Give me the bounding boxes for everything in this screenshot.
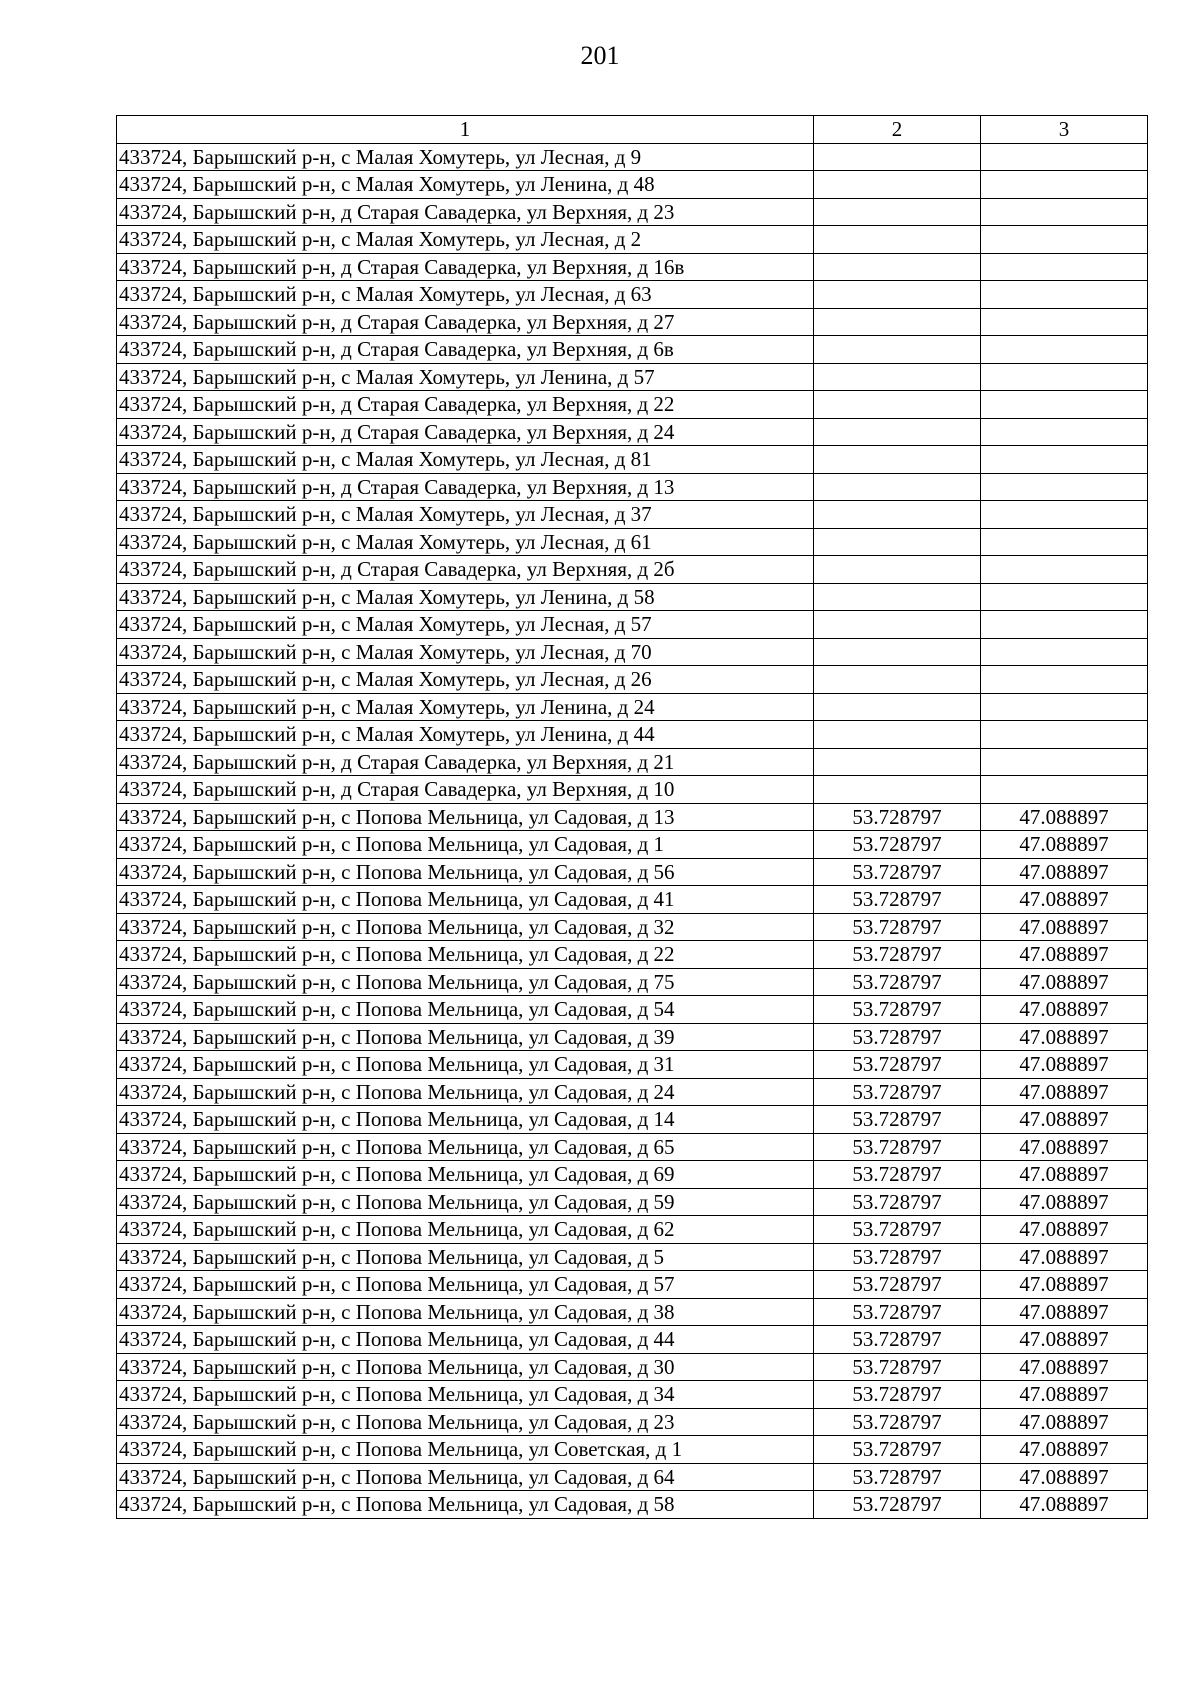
latitude-cell: 53.728797 bbox=[814, 1133, 981, 1161]
table-row bbox=[117, 748, 1148, 776]
longitude-cell bbox=[981, 748, 1148, 776]
latitude-cell: 53.728797 bbox=[814, 1051, 981, 1079]
latitude-cell bbox=[814, 253, 981, 281]
address-cell: 433724, Барышский р-н, с Попова Мельница, ул Садовая, д 13 bbox=[117, 803, 814, 831]
table-row bbox=[117, 253, 1148, 281]
address-cell: 433724, Барышский р-н, д Старая Савадерка, ул Верхняя, д 10 bbox=[117, 776, 814, 804]
table-row bbox=[117, 611, 1148, 639]
longitude-cell: 47.088897 bbox=[981, 1023, 1148, 1051]
longitude-cell: 47.088897 bbox=[981, 1106, 1148, 1134]
table-row bbox=[117, 226, 1148, 254]
longitude-cell: 47.088897 bbox=[981, 1326, 1148, 1354]
longitude-cell: 47.088897 bbox=[981, 858, 1148, 886]
latitude-cell: 53.728797 bbox=[814, 1161, 981, 1189]
longitude-cell: 47.088897 bbox=[981, 1133, 1148, 1161]
latitude-cell bbox=[814, 143, 981, 171]
latitude-cell bbox=[814, 721, 981, 749]
table-row bbox=[117, 198, 1148, 226]
latitude-cell bbox=[814, 693, 981, 721]
latitude-cell: 53.728797 bbox=[814, 1216, 981, 1244]
longitude-cell: 47.088897 bbox=[981, 1188, 1148, 1216]
longitude-cell: 47.088897 bbox=[981, 1078, 1148, 1106]
longitude-cell: 47.088897 bbox=[981, 1051, 1148, 1079]
table-row bbox=[117, 886, 1148, 914]
longitude-cell bbox=[981, 418, 1148, 446]
latitude-cell bbox=[814, 171, 981, 199]
address-cell: 433724, Барышский р-н, с Попова Мельница, ул Садовая, д 1 bbox=[117, 831, 814, 859]
address-cell: 433724, Барышский р-н, с Попова Мельница, ул Садовая, д 65 bbox=[117, 1133, 814, 1161]
latitude-cell: 53.728797 bbox=[814, 1298, 981, 1326]
address-cell: 433724, Барышский р-н, с Малая Хомутерь, ул Ленина, д 24 bbox=[117, 693, 814, 721]
table-row bbox=[117, 391, 1148, 419]
table-row bbox=[117, 1463, 1148, 1491]
longitude-cell: 47.088897 bbox=[981, 1161, 1148, 1189]
table-row bbox=[117, 638, 1148, 666]
latitude-cell: 53.728797 bbox=[814, 803, 981, 831]
longitude-cell: 47.088897 bbox=[981, 1408, 1148, 1436]
latitude-cell bbox=[814, 776, 981, 804]
address-cell: 433724, Барышский р-н, с Малая Хомутерь, ул Ленина, д 44 bbox=[117, 721, 814, 749]
table-row bbox=[117, 528, 1148, 556]
address-cell: 433724, Барышский р-н, с Попова Мельница, ул Садовая, д 56 bbox=[117, 858, 814, 886]
address-cell: 433724, Барышский р-н, д Старая Савадерка, ул Верхняя, д 27 bbox=[117, 308, 814, 336]
address-cell: 433724, Барышский р-н, с Попова Мельница, ул Садовая, д 44 bbox=[117, 1326, 814, 1354]
address-cell: 433724, Барышский р-н, с Попова Мельница, ул Садовая, д 62 bbox=[117, 1216, 814, 1244]
latitude-cell: 53.728797 bbox=[814, 831, 981, 859]
address-table bbox=[116, 115, 1148, 1519]
latitude-cell bbox=[814, 501, 981, 529]
table-row bbox=[117, 666, 1148, 694]
address-cell: 433724, Барышский р-н, с Попова Мельница, ул Садовая, д 22 bbox=[117, 941, 814, 969]
latitude-cell: 53.728797 bbox=[814, 913, 981, 941]
table-row bbox=[117, 1188, 1148, 1216]
longitude-cell: 47.088897 bbox=[981, 831, 1148, 859]
table-row bbox=[117, 1408, 1148, 1436]
latitude-cell bbox=[814, 281, 981, 309]
latitude-cell bbox=[814, 638, 981, 666]
address-cell: 433724, Барышский р-н, с Попова Мельница, ул Садовая, д 24 bbox=[117, 1078, 814, 1106]
table-row bbox=[117, 336, 1148, 364]
latitude-cell: 53.728797 bbox=[814, 1188, 981, 1216]
longitude-cell: 47.088897 bbox=[981, 1463, 1148, 1491]
longitude-cell bbox=[981, 336, 1148, 364]
latitude-cell bbox=[814, 528, 981, 556]
address-cell: 433724, Барышский р-н, д Старая Савадерка, ул Верхняя, д 22 bbox=[117, 391, 814, 419]
longitude-cell: 47.088897 bbox=[981, 1243, 1148, 1271]
address-cell: 433724, Барышский р-н, с Попова Мельница, ул Садовая, д 59 bbox=[117, 1188, 814, 1216]
table-row bbox=[117, 556, 1148, 584]
latitude-cell bbox=[814, 363, 981, 391]
latitude-cell bbox=[814, 748, 981, 776]
address-cell: 433724, Барышский р-н, с Попова Мельница, ул Садовая, д 30 bbox=[117, 1353, 814, 1381]
table-row bbox=[117, 968, 1148, 996]
address-cell: 433724, Барышский р-н, д Старая Савадерка, ул Верхняя, д 21 bbox=[117, 748, 814, 776]
longitude-cell bbox=[981, 473, 1148, 501]
address-cell: 433724, Барышский р-н, с Попова Мельница, ул Садовая, д 64 bbox=[117, 1463, 814, 1491]
longitude-cell: 47.088897 bbox=[981, 1298, 1148, 1326]
table-row bbox=[117, 1078, 1148, 1106]
longitude-cell: 47.088897 bbox=[981, 1381, 1148, 1409]
address-cell: 433724, Барышский р-н, с Малая Хомутерь, ул Лесная, д 26 bbox=[117, 666, 814, 694]
longitude-cell bbox=[981, 693, 1148, 721]
address-cell: 433724, Барышский р-н, с Попова Мельница, ул Садовая, д 69 bbox=[117, 1161, 814, 1189]
longitude-cell: 47.088897 bbox=[981, 803, 1148, 831]
address-cell: 433724, Барышский р-н, с Малая Хомутерь, ул Ленина, д 57 bbox=[117, 363, 814, 391]
longitude-cell bbox=[981, 281, 1148, 309]
latitude-cell bbox=[814, 446, 981, 474]
table-row bbox=[117, 1298, 1148, 1326]
page-number: 201 bbox=[580, 41, 620, 70]
longitude-cell bbox=[981, 776, 1148, 804]
table-row bbox=[117, 171, 1148, 199]
address-cell: 433724, Барышский р-н, с Малая Хомутерь, ул Лесная, д 63 bbox=[117, 281, 814, 309]
address-cell: 433724, Барышский р-н, с Попова Мельница, ул Садовая, д 41 bbox=[117, 886, 814, 914]
address-cell: 433724, Барышский р-н, д Старая Савадерка, ул Верхняя, д 6в bbox=[117, 336, 814, 364]
address-cell: 433724, Барышский р-н, д Старая Савадерка, ул Верхняя, д 2б bbox=[117, 556, 814, 584]
latitude-cell bbox=[814, 336, 981, 364]
table-row bbox=[117, 858, 1148, 886]
table-row bbox=[117, 501, 1148, 529]
table-row bbox=[117, 941, 1148, 969]
longitude-cell: 47.088897 bbox=[981, 1436, 1148, 1464]
address-cell: 433724, Барышский р-н, с Попова Мельница, ул Садовая, д 58 bbox=[117, 1491, 814, 1519]
longitude-cell bbox=[981, 583, 1148, 611]
longitude-cell: 47.088897 bbox=[981, 1216, 1148, 1244]
table-row bbox=[117, 1161, 1148, 1189]
latitude-cell: 53.728797 bbox=[814, 1023, 981, 1051]
longitude-cell bbox=[981, 363, 1148, 391]
longitude-cell bbox=[981, 198, 1148, 226]
table-row bbox=[117, 1051, 1148, 1079]
address-cell: 433724, Барышский р-н, с Малая Хомутерь, ул Лесная, д 57 bbox=[117, 611, 814, 639]
table-row bbox=[117, 996, 1148, 1024]
address-cell: 433724, Барышский р-н, с Малая Хомутерь, ул Лесная, д 37 bbox=[117, 501, 814, 529]
longitude-cell bbox=[981, 253, 1148, 281]
table-row bbox=[117, 1243, 1148, 1271]
table-row bbox=[117, 913, 1148, 941]
longitude-cell bbox=[981, 528, 1148, 556]
latitude-cell: 53.728797 bbox=[814, 1078, 981, 1106]
latitude-cell bbox=[814, 473, 981, 501]
longitude-cell bbox=[981, 638, 1148, 666]
address-cell: 433724, Барышский р-н, с Попова Мельница, ул Садовая, д 57 bbox=[117, 1271, 814, 1299]
longitude-cell: 47.088897 bbox=[981, 1271, 1148, 1299]
latitude-cell: 53.728797 bbox=[814, 1271, 981, 1299]
table-row bbox=[117, 1381, 1148, 1409]
address-cell: 433724, Барышский р-н, с Попова Мельница, ул Садовая, д 38 bbox=[117, 1298, 814, 1326]
latitude-cell bbox=[814, 226, 981, 254]
longitude-cell: 47.088897 bbox=[981, 1353, 1148, 1381]
table-row bbox=[117, 1023, 1148, 1051]
table-row bbox=[117, 583, 1148, 611]
table-row bbox=[117, 1353, 1148, 1381]
table-row bbox=[117, 308, 1148, 336]
address-cell: 433724, Барышский р-н, с Попова Мельница, ул Садовая, д 23 bbox=[117, 1408, 814, 1436]
address-cell: 433724, Барышский р-н, с Попова Мельница, ул Садовая, д 54 bbox=[117, 996, 814, 1024]
latitude-cell bbox=[814, 666, 981, 694]
address-cell: 433724, Барышский р-н, с Малая Хомутерь, ул Ленина, д 48 bbox=[117, 171, 814, 199]
address-cell: 433724, Барышский р-н, с Попова Мельница, ул Садовая, д 75 bbox=[117, 968, 814, 996]
address-cell: 433724, Барышский р-н, с Попова Мельница, ул Садовая, д 39 bbox=[117, 1023, 814, 1051]
address-cell: 433724, Барышский р-н, с Попова Мельница, ул Советская, д 1 bbox=[117, 1436, 814, 1464]
address-cell: 433724, Барышский р-н, д Старая Савадерка, ул Верхняя, д 16в bbox=[117, 253, 814, 281]
address-cell: 433724, Барышский р-н, с Попова Мельница, ул Садовая, д 5 bbox=[117, 1243, 814, 1271]
latitude-cell bbox=[814, 308, 981, 336]
latitude-cell: 53.728797 bbox=[814, 1326, 981, 1354]
table-row bbox=[117, 693, 1148, 721]
table-row bbox=[117, 1216, 1148, 1244]
longitude-cell: 47.088897 bbox=[981, 886, 1148, 914]
column-header-1: 1 bbox=[117, 116, 814, 144]
longitude-cell bbox=[981, 721, 1148, 749]
latitude-cell: 53.728797 bbox=[814, 1106, 981, 1134]
address-cell: 433724, Барышский р-н, с Малая Хомутерь, ул Лесная, д 9 bbox=[117, 143, 814, 171]
table-row bbox=[117, 1106, 1148, 1134]
table-row bbox=[117, 1436, 1148, 1464]
address-cell: 433724, Барышский р-н, с Малая Хомутерь, ул Лесная, д 2 bbox=[117, 226, 814, 254]
latitude-cell bbox=[814, 198, 981, 226]
table-row bbox=[117, 831, 1148, 859]
latitude-cell: 53.728797 bbox=[814, 1408, 981, 1436]
table-row bbox=[117, 281, 1148, 309]
table-row bbox=[117, 1491, 1148, 1519]
table-row bbox=[117, 473, 1148, 501]
latitude-cell: 53.728797 bbox=[814, 968, 981, 996]
address-cell: 433724, Барышский р-н, д Старая Савадерка, ул Верхняя, д 24 bbox=[117, 418, 814, 446]
latitude-cell: 53.728797 bbox=[814, 858, 981, 886]
address-cell: 433724, Барышский р-н, с Попова Мельница, ул Садовая, д 14 bbox=[117, 1106, 814, 1134]
table-row bbox=[117, 446, 1148, 474]
longitude-cell: 47.088897 bbox=[981, 968, 1148, 996]
table-row bbox=[117, 721, 1148, 749]
column-header-3: 3 bbox=[981, 116, 1148, 144]
longitude-cell bbox=[981, 143, 1148, 171]
address-cell: 433724, Барышский р-н, с Малая Хомутерь, ул Лесная, д 70 bbox=[117, 638, 814, 666]
latitude-cell: 53.728797 bbox=[814, 996, 981, 1024]
longitude-cell bbox=[981, 666, 1148, 694]
latitude-cell: 53.728797 bbox=[814, 1353, 981, 1381]
longitude-cell bbox=[981, 308, 1148, 336]
longitude-cell bbox=[981, 226, 1148, 254]
column-header-2: 2 bbox=[814, 116, 981, 144]
longitude-cell: 47.088897 bbox=[981, 941, 1148, 969]
latitude-cell: 53.728797 bbox=[814, 1381, 981, 1409]
address-cell: 433724, Барышский р-н, с Малая Хомутерь, ул Лесная, д 61 bbox=[117, 528, 814, 556]
latitude-cell bbox=[814, 556, 981, 584]
table-row bbox=[117, 363, 1148, 391]
longitude-cell bbox=[981, 611, 1148, 639]
longitude-cell: 47.088897 bbox=[981, 996, 1148, 1024]
address-cell: 433724, Барышский р-н, с Малая Хомутерь, ул Лесная, д 81 bbox=[117, 446, 814, 474]
latitude-cell bbox=[814, 583, 981, 611]
longitude-cell bbox=[981, 391, 1148, 419]
address-cell: 433724, Барышский р-н, с Малая Хомутерь, ул Ленина, д 58 bbox=[117, 583, 814, 611]
latitude-cell bbox=[814, 611, 981, 639]
latitude-cell: 53.728797 bbox=[814, 1491, 981, 1519]
table-row bbox=[117, 1326, 1148, 1354]
table-row bbox=[117, 143, 1148, 171]
longitude-cell: 47.088897 bbox=[981, 913, 1148, 941]
address-cell: 433724, Барышский р-н, с Попова Мельница, ул Садовая, д 32 bbox=[117, 913, 814, 941]
longitude-cell bbox=[981, 171, 1148, 199]
latitude-cell: 53.728797 bbox=[814, 1243, 981, 1271]
table-body bbox=[117, 143, 1148, 1518]
latitude-cell bbox=[814, 418, 981, 446]
address-cell: 433724, Барышский р-н, д Старая Савадерка, ул Верхняя, д 23 bbox=[117, 198, 814, 226]
longitude-cell bbox=[981, 446, 1148, 474]
table-row bbox=[117, 776, 1148, 804]
latitude-cell bbox=[814, 391, 981, 419]
table-row bbox=[117, 803, 1148, 831]
table-row bbox=[117, 418, 1148, 446]
latitude-cell: 53.728797 bbox=[814, 1436, 981, 1464]
longitude-cell bbox=[981, 501, 1148, 529]
address-cell: 433724, Барышский р-н, д Старая Савадерка, ул Верхняя, д 13 bbox=[117, 473, 814, 501]
address-cell: 433724, Барышский р-н, с Попова Мельница, ул Садовая, д 34 bbox=[117, 1381, 814, 1409]
address-cell: 433724, Барышский р-н, с Попова Мельница, ул Садовая, д 31 bbox=[117, 1051, 814, 1079]
table-header-row bbox=[117, 116, 1148, 144]
latitude-cell: 53.728797 bbox=[814, 886, 981, 914]
longitude-cell bbox=[981, 556, 1148, 584]
latitude-cell: 53.728797 bbox=[814, 1463, 981, 1491]
table-row bbox=[117, 1133, 1148, 1161]
longitude-cell: 47.088897 bbox=[981, 1491, 1148, 1519]
table-row bbox=[117, 1271, 1148, 1299]
latitude-cell: 53.728797 bbox=[814, 941, 981, 969]
